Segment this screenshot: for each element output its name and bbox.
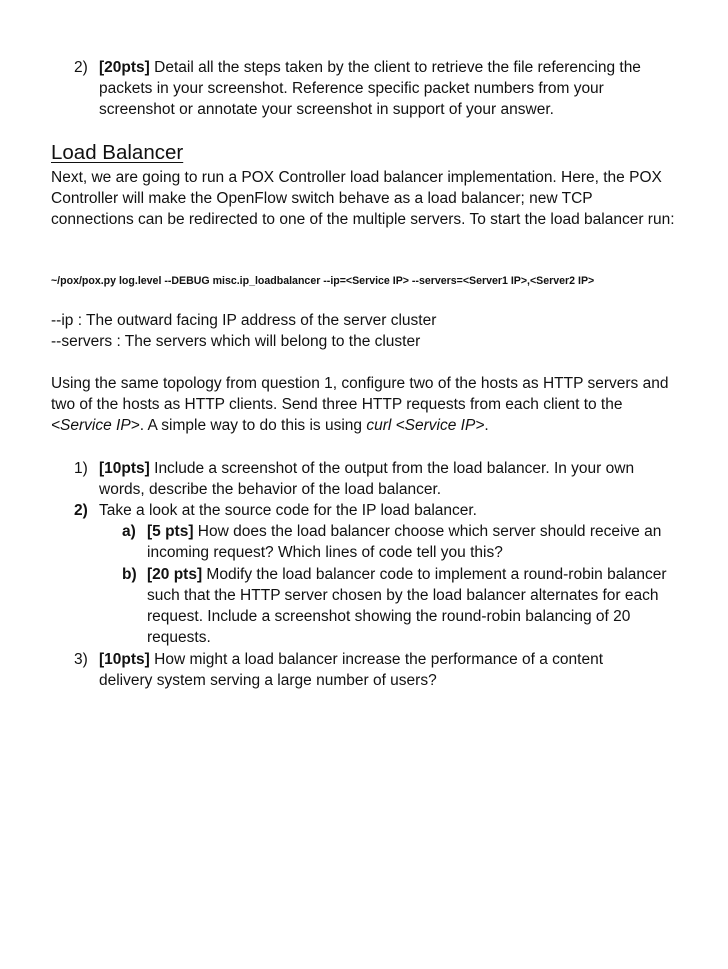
- question-2b: [122, 564, 677, 648]
- question-text: [5 pts] How does the load balancer choose which server should receive an incoming request? Which lines of code tell you this?: [147, 523, 662, 561]
- service-ip-text: <Service IP>: [51, 417, 140, 434]
- sub-letter: a): [122, 523, 136, 540]
- points-label: [20 pts]: [147, 566, 203, 583]
- question-text: [10pts] Include a screenshot of the output from the load balancer. In your own words, describe the behavior of the load balancer.: [99, 460, 635, 498]
- question-text: [20pts] Detail all the steps taken by the client to retrieve the file referencing the packets in your screenshot. Reference specific packet numbers from your screenshot or annotate your screenshot in support of your answer.: [99, 59, 641, 118]
- question-1: [74, 458, 664, 500]
- question-text: [10pts] How might a load balancer increase the performance of a content delivery system serving a large number of users?: [99, 651, 604, 689]
- question-text: [20 pts] Modify the load balancer code to implement a round-robin balancer such that the HTTP server chosen by the load balancer alternates for each request. Include a screenshot showing the round-robin balancing of 20 requests.: [147, 566, 667, 646]
- list-number: 2): [74, 59, 88, 76]
- option-servers: --servers : The servers which will belong to the cluster: [51, 333, 421, 350]
- curl-command-text: curl <Service IP>: [366, 417, 485, 434]
- question-2a: [122, 521, 667, 563]
- points-label: [5 pts]: [147, 523, 194, 540]
- question-2: [74, 500, 674, 521]
- question-3: [74, 649, 644, 691]
- intro-paragraph: Next, we are going to run a POX Controller load balancer implementation. Here, the POX Controller will make the OpenFlow switch behave as a load balancer; new TCP connections can be redirected to one of the multiple servers. To start the load balancer run:: [51, 169, 675, 228]
- points-label: [20pts]: [99, 59, 150, 76]
- option-ip: --ip : The outward facing IP address of the server cluster: [51, 312, 437, 329]
- command-line: ~/pox/pox.py log.level --DEBUG misc.ip_loadbalancer --ip=<Service IP> --servers=<Server1 IP>,<Server2 IP>: [51, 275, 595, 287]
- list-number: 1): [74, 460, 88, 477]
- question-2-previous: [74, 57, 674, 120]
- setup-paragraph: Using the same topology from question 1, configure two of the hosts as HTTP servers and two of the hosts as HTTP clients. Send three HTTP requests from each client to the <Service IP>. A simple way to do this is using curl <Service IP>.: [51, 375, 669, 434]
- section-heading: Load Balancer: [51, 141, 184, 164]
- list-number: 2): [74, 502, 88, 519]
- list-number: 3): [74, 651, 88, 668]
- points-label: [10pts]: [99, 460, 150, 477]
- points-label: [10pts]: [99, 651, 150, 668]
- question-text: Take a look at the source code for the IP load balancer.: [99, 502, 477, 519]
- sub-letter: b): [122, 566, 137, 583]
